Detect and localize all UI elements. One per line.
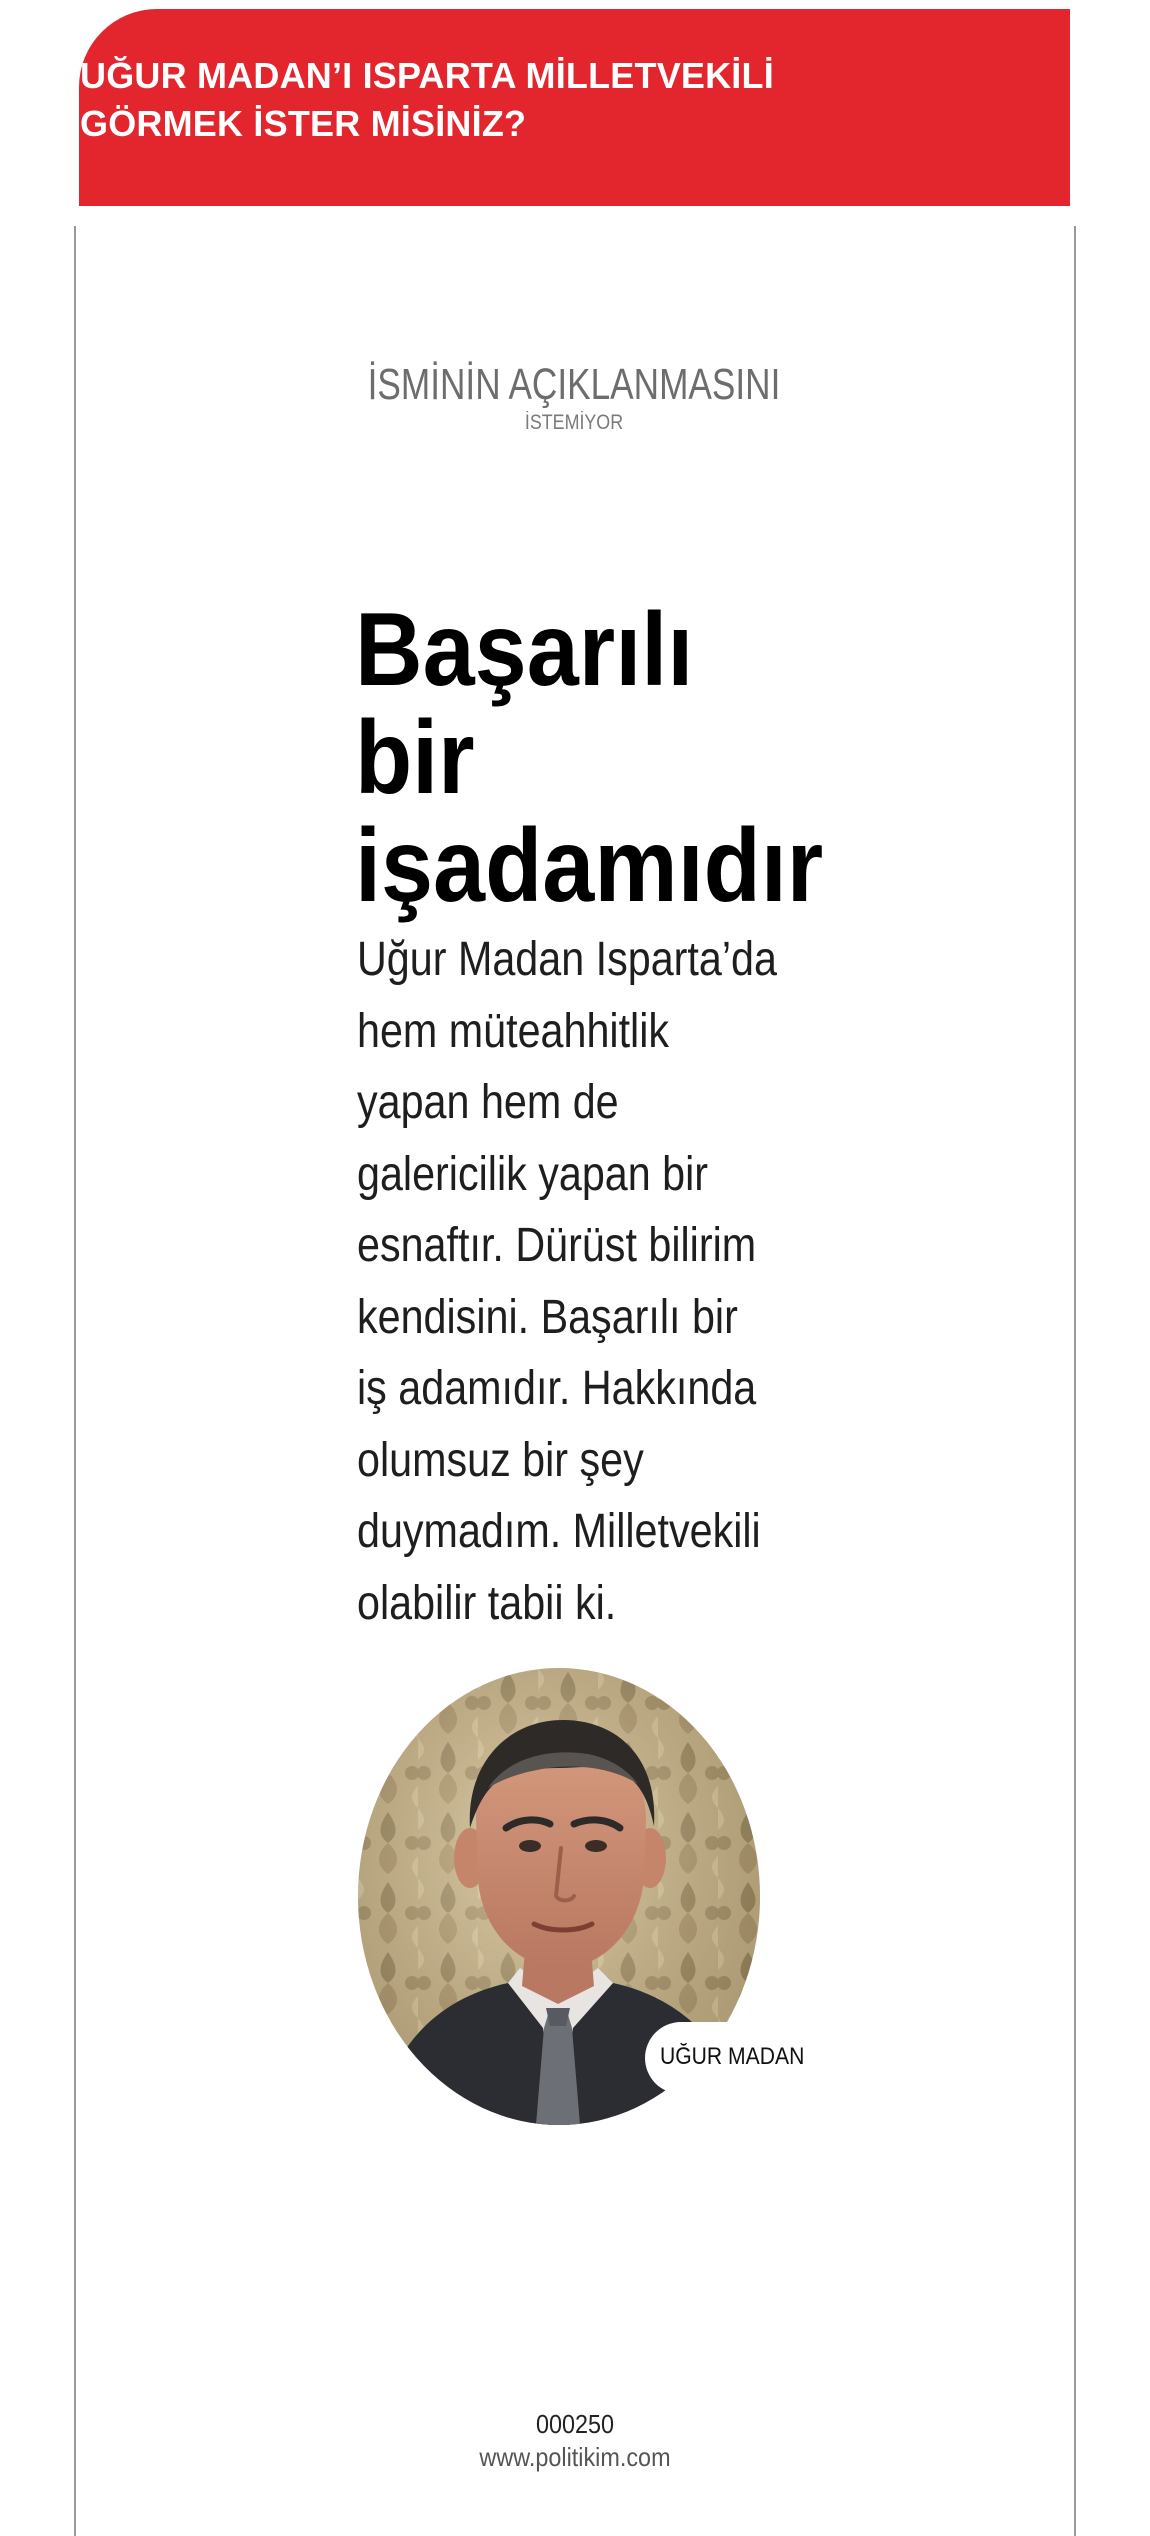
- frame-right-rule: [1074, 226, 1076, 2536]
- quote-body: Uğur Madan Isparta’da hem müteahhitlik yapan hem de galericilik yapan bir esnaftır. Dürüst bilirim kendisini. Başarılı bir iş adamıdır. Hakkında olumsuz bir şey duymadım. Milletvekili olabilir tabii ki.: [357, 933, 777, 1630]
- page-footer: [400, 2408, 750, 2474]
- quote-headline: Başarılı bir işadamıdır: [355, 592, 824, 924]
- banner-title: UĞUR MADAN’I ISPARTA MİLLETVEKİLİ GÖRMEK İSTER MİSİNİZ?: [80, 55, 774, 144]
- source-main-text: İSMİNİN AÇIKLANMASINI: [367, 360, 781, 409]
- person-name-label: UĞUR MADAN: [660, 2043, 805, 2070]
- source-sub-text: İSTEMİYOR: [524, 411, 624, 434]
- footer-code: 000250: [535, 2409, 615, 2439]
- footer-website: www.politikim.com: [479, 2442, 671, 2472]
- frame-left-rule: [74, 226, 76, 2536]
- source-attribution: [300, 360, 848, 436]
